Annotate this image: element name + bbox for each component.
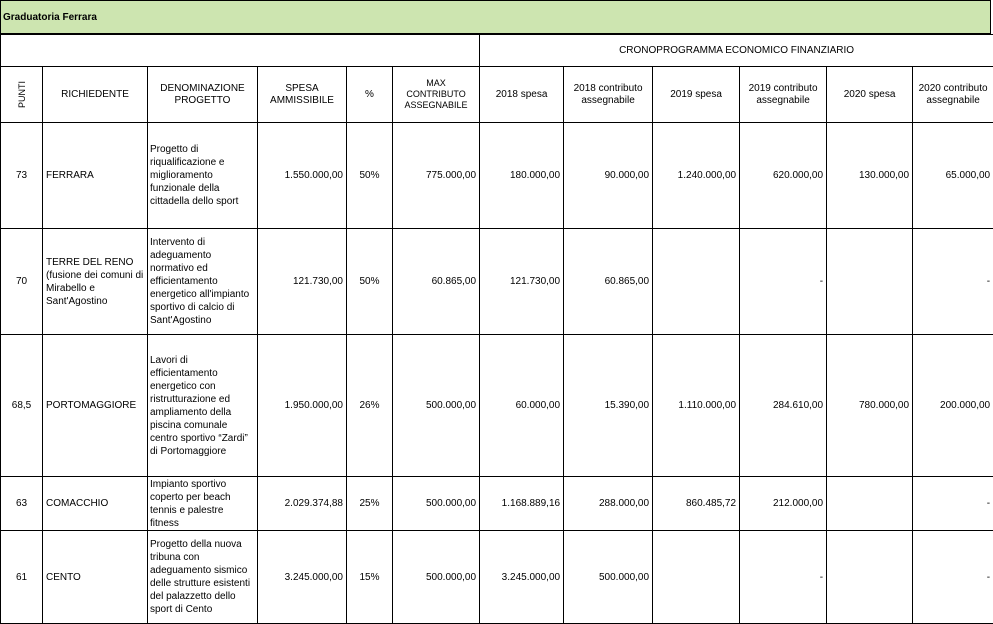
header-punti [1, 67, 43, 123]
cell-denominazione [148, 335, 258, 477]
cell-denominazione-text: Lavori di efficientamento energetico con ristrutturazione ed ampliamento della piscina comunale centro sportivo “Zardi” di Portomaggiore [150, 354, 255, 458]
header-2020-spesa: 2020 spesa [827, 67, 913, 123]
cell-2018-contributo: 90.000,00 [564, 123, 653, 229]
cell-2018-spesa: 60.000,00 [480, 335, 564, 477]
cell-2019-spesa [653, 229, 740, 335]
cell-2020-contributo: - [913, 477, 993, 531]
cell-2019-contributo: - [740, 531, 827, 624]
cell-punti: 68,5 [1, 335, 43, 477]
cell-2018-contributo: 288.000,00 [564, 477, 653, 531]
cell-2018-spesa: 3.245.000,00 [480, 531, 564, 624]
cell-denominazione [148, 477, 258, 531]
cell-richiedente: COMACCHIO [43, 477, 148, 531]
cell-2019-contributo: 212.000,00 [740, 477, 827, 531]
cell-2018-spesa: 180.000,00 [480, 123, 564, 229]
cell-2019-spesa [653, 531, 740, 624]
cell-denominazione-text: Progetto della nuova tribuna con adeguamento sismico delle strutture esistenti del palazzetto dello sport di Cento [150, 538, 255, 616]
table-row [1, 335, 993, 477]
cell-2020-contributo: 65.000,00 [913, 123, 993, 229]
table-row [1, 477, 993, 531]
empty-header-cell [1, 35, 480, 67]
cell-2020-spesa [827, 477, 913, 531]
ranking-table [0, 34, 993, 624]
cell-max-contributo: 775.000,00 [393, 123, 480, 229]
cell-denominazione [148, 229, 258, 335]
cell-2018-spesa: 1.168.889,16 [480, 477, 564, 531]
header-perc: % [347, 67, 393, 123]
cell-2020-spesa [827, 531, 913, 624]
sheet-title: Graduatoria Ferrara [0, 0, 991, 34]
cell-2018-contributo: 500.000,00 [564, 531, 653, 624]
cell-richiedente: FERRARA [43, 123, 148, 229]
cell-max-contributo: 500.000,00 [393, 335, 480, 477]
cell-perc: 25% [347, 477, 393, 531]
header-richiedente: RICHIEDENTE [43, 67, 148, 123]
cell-2019-contributo: 620.000,00 [740, 123, 827, 229]
cell-perc: 26% [347, 335, 393, 477]
header-max-contributo: MAX CONTRIBUTO ASSEGNABILE [393, 67, 480, 123]
cell-2020-spesa: 130.000,00 [827, 123, 913, 229]
cell-denominazione-text: Intervento di adeguamento normativo ed efficientamento energetico all'impianto sportivo di calcio di Sant'Agostino [150, 236, 255, 327]
cell-spesa: 1.950.000,00 [258, 335, 347, 477]
cell-perc: 50% [347, 123, 393, 229]
crono-header: CRONOPROGRAMMA ECONOMICO FINANZIARIO [480, 35, 993, 67]
table-row [1, 123, 993, 229]
header-2020-contributo: 2020 contributo assegnabile [913, 67, 993, 123]
header-2019-contributo: 2019 contributo assegnabile [740, 67, 827, 123]
cell-2020-contributo: - [913, 229, 993, 335]
cell-richiedente: TERRE DEL RENO (fusione dei comuni di Mirabello e Sant'Agostino [43, 229, 148, 335]
cell-2019-spesa: 860.485,72 [653, 477, 740, 531]
header-2018-spesa: 2018 spesa [480, 67, 564, 123]
cell-denominazione-text: Progetto di riqualificazione e miglioramento funzionale della cittadella dello sport [150, 143, 255, 208]
header-punti-label: PUNTI [16, 81, 28, 108]
header-2018-contributo: 2018 contributo assegnabile [564, 67, 653, 123]
cell-spesa: 1.550.000,00 [258, 123, 347, 229]
table-row [1, 531, 993, 624]
cell-2019-contributo: 284.610,00 [740, 335, 827, 477]
cell-2020-spesa [827, 229, 913, 335]
cell-max-contributo: 60.865,00 [393, 229, 480, 335]
cell-max-contributo: 500.000,00 [393, 531, 480, 624]
cell-2018-contributo: 15.390,00 [564, 335, 653, 477]
table-row [1, 229, 993, 335]
cell-punti: 73 [1, 123, 43, 229]
cell-punti: 61 [1, 531, 43, 624]
cell-denominazione-text: Impianto sportivo coperto per beach tennis e palestre fitness [150, 478, 255, 530]
header-denominazione: DENOMINAZIONE PROGETTO [148, 67, 258, 123]
cell-2020-contributo: - [913, 531, 993, 624]
cell-2018-contributo: 60.865,00 [564, 229, 653, 335]
cell-2019-contributo: - [740, 229, 827, 335]
cell-perc: 15% [347, 531, 393, 624]
cell-spesa: 3.245.000,00 [258, 531, 347, 624]
cell-2019-spesa: 1.110.000,00 [653, 335, 740, 477]
cell-punti: 70 [1, 229, 43, 335]
cell-2018-spesa: 121.730,00 [480, 229, 564, 335]
cell-richiedente: CENTO [43, 531, 148, 624]
cell-2020-spesa: 780.000,00 [827, 335, 913, 477]
cell-max-contributo: 500.000,00 [393, 477, 480, 531]
cell-spesa: 2.029.374,88 [258, 477, 347, 531]
cell-denominazione [148, 531, 258, 624]
cell-punti: 63 [1, 477, 43, 531]
cell-richiedente: PORTOMAGGIORE [43, 335, 148, 477]
cell-2019-spesa: 1.240.000,00 [653, 123, 740, 229]
cell-denominazione [148, 123, 258, 229]
cell-2020-contributo: 200.000,00 [913, 335, 993, 477]
cell-spesa: 121.730,00 [258, 229, 347, 335]
header-spesa: SPESA AMMISSIBILE [258, 67, 347, 123]
cell-perc: 50% [347, 229, 393, 335]
header-2019-spesa: 2019 spesa [653, 67, 740, 123]
